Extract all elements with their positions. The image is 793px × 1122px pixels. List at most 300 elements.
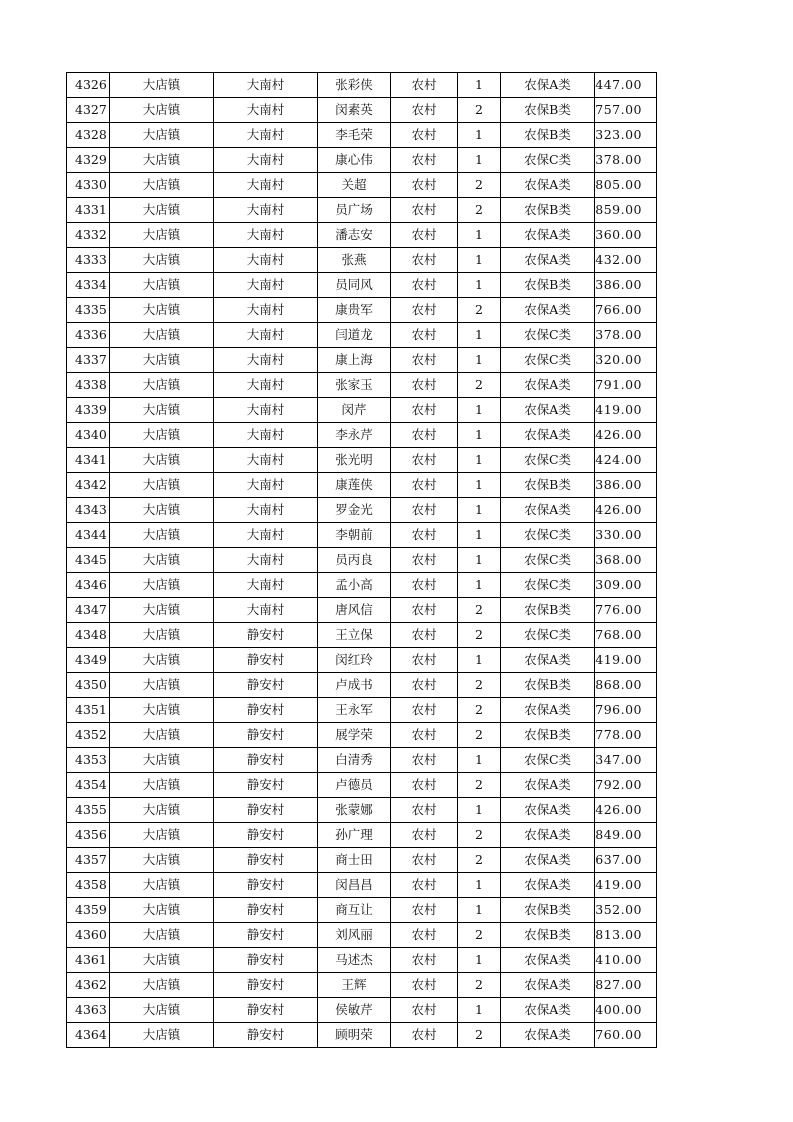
cell-name: 李永芹: [318, 423, 391, 448]
cell-amount: 378.00: [595, 323, 657, 348]
cell-household-type: 农村: [391, 73, 458, 98]
cell-category: 农保C类: [501, 548, 595, 573]
cell-town: 大店镇: [110, 848, 214, 873]
table-row: [67, 348, 657, 373]
cell-household-type: 农村: [391, 673, 458, 698]
table-row: [67, 698, 657, 723]
cell-town: 大店镇: [110, 548, 214, 573]
cell-household-type: 农村: [391, 823, 458, 848]
cell-id: 4360: [67, 923, 110, 948]
cell-village: 大南村: [214, 73, 318, 98]
cell-id: 4326: [67, 73, 110, 98]
cell-category: 农保A类: [501, 973, 595, 998]
cell-id: 4351: [67, 698, 110, 723]
cell-village: 大南村: [214, 598, 318, 623]
cell-village: 静安村: [214, 848, 318, 873]
cell-amount: 360.00: [595, 223, 657, 248]
cell-village: 静安村: [214, 623, 318, 648]
cell-name: 罗金光: [318, 498, 391, 523]
cell-amount: 849.00: [595, 823, 657, 848]
cell-count: 1: [458, 998, 501, 1023]
cell-amount: 757.00: [595, 98, 657, 123]
cell-household-type: 农村: [391, 323, 458, 348]
cell-id: 4340: [67, 423, 110, 448]
cell-id: 4356: [67, 823, 110, 848]
cell-id: 4331: [67, 198, 110, 223]
table-row: [67, 123, 657, 148]
cell-category: 农保A类: [501, 498, 595, 523]
table-row: [67, 198, 657, 223]
cell-amount: 813.00: [595, 923, 657, 948]
cell-amount: 378.00: [595, 148, 657, 173]
cell-town: 大店镇: [110, 323, 214, 348]
cell-category: 农保A类: [501, 373, 595, 398]
cell-village: 静安村: [214, 1023, 318, 1048]
table-row: [67, 398, 657, 423]
cell-count: 2: [458, 823, 501, 848]
cell-id: 4363: [67, 998, 110, 1023]
cell-village: 静安村: [214, 773, 318, 798]
cell-category: 农保C类: [501, 448, 595, 473]
cell-id: 4361: [67, 948, 110, 973]
table-row: [67, 173, 657, 198]
cell-household-type: 农村: [391, 848, 458, 873]
cell-count: 1: [458, 748, 501, 773]
cell-id: 4354: [67, 773, 110, 798]
cell-village: 大南村: [214, 148, 318, 173]
cell-village: 静安村: [214, 823, 318, 848]
cell-amount: 368.00: [595, 548, 657, 573]
cell-category: 农保A类: [501, 948, 595, 973]
cell-town: 大店镇: [110, 623, 214, 648]
cell-village: 大南村: [214, 473, 318, 498]
cell-count: 2: [458, 598, 501, 623]
cell-village: 大南村: [214, 448, 318, 473]
cell-town: 大店镇: [110, 223, 214, 248]
cell-id: 4334: [67, 273, 110, 298]
cell-count: 2: [458, 173, 501, 198]
cell-town: 大店镇: [110, 523, 214, 548]
cell-amount: 776.00: [595, 598, 657, 623]
table-row: [67, 723, 657, 748]
cell-id: 4355: [67, 798, 110, 823]
cell-name: 孟小高: [318, 573, 391, 598]
data-sheet: [66, 72, 657, 1048]
cell-household-type: 农村: [391, 573, 458, 598]
table-row: [67, 148, 657, 173]
cell-town: 大店镇: [110, 373, 214, 398]
cell-count: 1: [458, 648, 501, 673]
cell-name: 白清秀: [318, 748, 391, 773]
cell-count: 1: [458, 898, 501, 923]
cell-name: 康贵军: [318, 298, 391, 323]
cell-village: 静安村: [214, 698, 318, 723]
cell-town: 大店镇: [110, 873, 214, 898]
cell-village: 静安村: [214, 998, 318, 1023]
table-row: [67, 923, 657, 948]
cell-name: 王辉: [318, 973, 391, 998]
cell-household-type: 农村: [391, 523, 458, 548]
cell-id: 4359: [67, 898, 110, 923]
cell-id: 4336: [67, 323, 110, 348]
cell-town: 大店镇: [110, 898, 214, 923]
cell-village: 静安村: [214, 748, 318, 773]
cell-category: 农保B类: [501, 198, 595, 223]
cell-count: 1: [458, 548, 501, 573]
cell-village: 大南村: [214, 498, 318, 523]
cell-category: 农保B类: [501, 898, 595, 923]
cell-category: 农保A类: [501, 173, 595, 198]
cell-id: 4349: [67, 648, 110, 673]
cell-town: 大店镇: [110, 998, 214, 1023]
cell-id: 4347: [67, 598, 110, 623]
cell-name: 张燕: [318, 248, 391, 273]
cell-household-type: 农村: [391, 473, 458, 498]
cell-household-type: 农村: [391, 423, 458, 448]
cell-amount: 352.00: [595, 898, 657, 923]
cell-category: 农保B类: [501, 123, 595, 148]
cell-household-type: 农村: [391, 248, 458, 273]
cell-village: 大南村: [214, 123, 318, 148]
cell-town: 大店镇: [110, 348, 214, 373]
cell-id: 4364: [67, 1023, 110, 1048]
cell-village: 大南村: [214, 298, 318, 323]
cell-amount: 778.00: [595, 723, 657, 748]
cell-id: 4357: [67, 848, 110, 873]
cell-name: 王永军: [318, 698, 391, 723]
cell-household-type: 农村: [391, 98, 458, 123]
cell-village: 大南村: [214, 198, 318, 223]
cell-category: 农保C类: [501, 348, 595, 373]
cell-count: 1: [458, 948, 501, 973]
cell-count: 1: [458, 798, 501, 823]
cell-amount: 330.00: [595, 523, 657, 548]
cell-household-type: 农村: [391, 623, 458, 648]
cell-household-type: 农村: [391, 548, 458, 573]
table-row: [67, 998, 657, 1023]
cell-name: 侯敏芹: [318, 998, 391, 1023]
cell-amount: 426.00: [595, 423, 657, 448]
cell-household-type: 农村: [391, 973, 458, 998]
cell-name: 关超: [318, 173, 391, 198]
table-row: [67, 948, 657, 973]
cell-name: 商互让: [318, 898, 391, 923]
cell-household-type: 农村: [391, 123, 458, 148]
cell-category: 农保B类: [501, 273, 595, 298]
cell-amount: 347.00: [595, 748, 657, 773]
cell-name: 员广场: [318, 198, 391, 223]
cell-category: 农保C类: [501, 523, 595, 548]
cell-count: 1: [458, 498, 501, 523]
cell-town: 大店镇: [110, 948, 214, 973]
cell-village: 静安村: [214, 723, 318, 748]
table-row: [67, 98, 657, 123]
cell-amount: 792.00: [595, 773, 657, 798]
cell-category: 农保B类: [501, 598, 595, 623]
cell-town: 大店镇: [110, 698, 214, 723]
cell-category: 农保A类: [501, 398, 595, 423]
cell-village: 大南村: [214, 173, 318, 198]
cell-count: 2: [458, 973, 501, 998]
cell-household-type: 农村: [391, 373, 458, 398]
cell-town: 大店镇: [110, 173, 214, 198]
cell-village: 静安村: [214, 898, 318, 923]
table-row: [67, 373, 657, 398]
cell-id: 4337: [67, 348, 110, 373]
table-row: [67, 523, 657, 548]
cell-count: 1: [458, 473, 501, 498]
cell-count: 2: [458, 198, 501, 223]
cell-id: 4343: [67, 498, 110, 523]
cell-category: 农保C类: [501, 748, 595, 773]
cell-category: 农保C类: [501, 573, 595, 598]
cell-id: 4362: [67, 973, 110, 998]
cell-name: 康莲侠: [318, 473, 391, 498]
cell-category: 农保A类: [501, 423, 595, 448]
cell-household-type: 农村: [391, 598, 458, 623]
cell-household-type: 农村: [391, 298, 458, 323]
cell-id: 4346: [67, 573, 110, 598]
cell-category: 农保A类: [501, 298, 595, 323]
cell-amount: 827.00: [595, 973, 657, 998]
cell-count: 2: [458, 623, 501, 648]
cell-name: 刘风丽: [318, 923, 391, 948]
table-row: [67, 73, 657, 98]
table-row: [67, 473, 657, 498]
cell-category: 农保A类: [501, 1023, 595, 1048]
cell-id: 4330: [67, 173, 110, 198]
cell-count: 2: [458, 923, 501, 948]
table-row: [67, 573, 657, 598]
cell-count: 1: [458, 398, 501, 423]
cell-category: 农保C类: [501, 623, 595, 648]
cell-name: 闵红玲: [318, 648, 391, 673]
cell-count: 2: [458, 673, 501, 698]
cell-town: 大店镇: [110, 798, 214, 823]
table-row: [67, 973, 657, 998]
cell-village: 大南村: [214, 223, 318, 248]
cell-name: 闵素英: [318, 98, 391, 123]
table-row: [67, 1023, 657, 1048]
table-row: [67, 323, 657, 348]
cell-name: 闵昌昌: [318, 873, 391, 898]
cell-name: 王立保: [318, 623, 391, 648]
cell-name: 潘志安: [318, 223, 391, 248]
cell-name: 卢德员: [318, 773, 391, 798]
cell-name: 马述杰: [318, 948, 391, 973]
cell-name: 唐风信: [318, 598, 391, 623]
cell-name: 顾明荣: [318, 1023, 391, 1048]
cell-count: 1: [458, 348, 501, 373]
table-row: [67, 773, 657, 798]
cell-town: 大店镇: [110, 923, 214, 948]
cell-count: 2: [458, 848, 501, 873]
cell-category: 农保A类: [501, 998, 595, 1023]
cell-household-type: 农村: [391, 748, 458, 773]
cell-category: 农保A类: [501, 773, 595, 798]
cell-village: 静安村: [214, 648, 318, 673]
cell-town: 大店镇: [110, 573, 214, 598]
cell-count: 1: [458, 448, 501, 473]
cell-village: 大南村: [214, 273, 318, 298]
cell-household-type: 农村: [391, 448, 458, 473]
cell-amount: 768.00: [595, 623, 657, 648]
cell-town: 大店镇: [110, 1023, 214, 1048]
cell-count: 1: [458, 573, 501, 598]
cell-category: 农保A类: [501, 873, 595, 898]
cell-village: 大南村: [214, 423, 318, 448]
cell-name: 卢成书: [318, 673, 391, 698]
cell-id: 4348: [67, 623, 110, 648]
cell-id: 4327: [67, 98, 110, 123]
cell-count: 1: [458, 123, 501, 148]
cell-amount: 386.00: [595, 473, 657, 498]
cell-village: 静安村: [214, 973, 318, 998]
cell-amount: 637.00: [595, 848, 657, 873]
table-row: [67, 423, 657, 448]
cell-amount: 791.00: [595, 373, 657, 398]
table-row: [67, 623, 657, 648]
cell-amount: 447.00: [595, 73, 657, 98]
cell-count: 2: [458, 773, 501, 798]
cell-household-type: 农村: [391, 798, 458, 823]
cell-category: 农保A类: [501, 698, 595, 723]
table-row: [67, 598, 657, 623]
cell-name: 闵芹: [318, 398, 391, 423]
cell-village: 大南村: [214, 98, 318, 123]
cell-category: 农保B类: [501, 923, 595, 948]
cell-village: 大南村: [214, 248, 318, 273]
cell-village: 静安村: [214, 673, 318, 698]
table-row: [67, 248, 657, 273]
cell-count: 1: [458, 73, 501, 98]
cell-id: 4335: [67, 298, 110, 323]
cell-name: 张蒙娜: [318, 798, 391, 823]
cell-count: 1: [458, 273, 501, 298]
cell-town: 大店镇: [110, 73, 214, 98]
cell-household-type: 农村: [391, 898, 458, 923]
cell-town: 大店镇: [110, 123, 214, 148]
cell-town: 大店镇: [110, 673, 214, 698]
cell-town: 大店镇: [110, 973, 214, 998]
table-body: [67, 73, 657, 1048]
cell-amount: 432.00: [595, 248, 657, 273]
cell-category: 农保A类: [501, 223, 595, 248]
cell-household-type: 农村: [391, 198, 458, 223]
cell-id: 4329: [67, 148, 110, 173]
cell-village: 大南村: [214, 523, 318, 548]
table-row: [67, 748, 657, 773]
cell-category: 农保A类: [501, 798, 595, 823]
cell-category: 农保A类: [501, 848, 595, 873]
table-row: [67, 823, 657, 848]
cell-count: 1: [458, 423, 501, 448]
cell-count: 1: [458, 223, 501, 248]
cell-town: 大店镇: [110, 498, 214, 523]
cell-town: 大店镇: [110, 448, 214, 473]
cell-name: 闫道龙: [318, 323, 391, 348]
cell-household-type: 农村: [391, 873, 458, 898]
cell-household-type: 农村: [391, 148, 458, 173]
cell-town: 大店镇: [110, 98, 214, 123]
cell-name: 展学荣: [318, 723, 391, 748]
cell-town: 大店镇: [110, 773, 214, 798]
cell-household-type: 农村: [391, 948, 458, 973]
table-row: [67, 273, 657, 298]
cell-village: 大南村: [214, 348, 318, 373]
cell-id: 4341: [67, 448, 110, 473]
cell-village: 大南村: [214, 373, 318, 398]
cell-town: 大店镇: [110, 823, 214, 848]
cell-id: 4358: [67, 873, 110, 898]
cell-household-type: 农村: [391, 698, 458, 723]
cell-count: 2: [458, 723, 501, 748]
cell-village: 静安村: [214, 923, 318, 948]
cell-town: 大店镇: [110, 273, 214, 298]
table-row: [67, 548, 657, 573]
cell-household-type: 农村: [391, 173, 458, 198]
cell-id: 4333: [67, 248, 110, 273]
cell-name: 李毛荣: [318, 123, 391, 148]
table-row: [67, 798, 657, 823]
table-row: [67, 648, 657, 673]
cell-name: 张家玉: [318, 373, 391, 398]
cell-count: 1: [458, 873, 501, 898]
cell-town: 大店镇: [110, 198, 214, 223]
cell-village: 静安村: [214, 873, 318, 898]
cell-amount: 400.00: [595, 998, 657, 1023]
cell-town: 大店镇: [110, 398, 214, 423]
cell-name: 员丙良: [318, 548, 391, 573]
cell-household-type: 农村: [391, 1023, 458, 1048]
cell-id: 4332: [67, 223, 110, 248]
cell-category: 农保A类: [501, 73, 595, 98]
cell-count: 1: [458, 248, 501, 273]
cell-amount: 386.00: [595, 273, 657, 298]
cell-household-type: 农村: [391, 998, 458, 1023]
cell-category: 农保B类: [501, 98, 595, 123]
cell-category: 农保C类: [501, 148, 595, 173]
cell-village: 大南村: [214, 573, 318, 598]
cell-village: 静安村: [214, 798, 318, 823]
cell-amount: 426.00: [595, 498, 657, 523]
cell-amount: 766.00: [595, 298, 657, 323]
cell-category: 农保A类: [501, 648, 595, 673]
cell-amount: 426.00: [595, 798, 657, 823]
table-row: [67, 848, 657, 873]
cell-count: 2: [458, 373, 501, 398]
cell-amount: 320.00: [595, 348, 657, 373]
cell-amount: 309.00: [595, 573, 657, 598]
cell-id: 4350: [67, 673, 110, 698]
cell-amount: 796.00: [595, 698, 657, 723]
cell-id: 4328: [67, 123, 110, 148]
cell-amount: 323.00: [595, 123, 657, 148]
cell-id: 4345: [67, 548, 110, 573]
table-row: [67, 298, 657, 323]
cell-household-type: 农村: [391, 723, 458, 748]
cell-amount: 419.00: [595, 648, 657, 673]
cell-household-type: 农村: [391, 348, 458, 373]
cell-town: 大店镇: [110, 148, 214, 173]
cell-amount: 760.00: [595, 1023, 657, 1048]
cell-town: 大店镇: [110, 473, 214, 498]
cell-village: 大南村: [214, 398, 318, 423]
cell-name: 商士田: [318, 848, 391, 873]
cell-village: 静安村: [214, 948, 318, 973]
cell-count: 1: [458, 323, 501, 348]
cell-name: 张光明: [318, 448, 391, 473]
